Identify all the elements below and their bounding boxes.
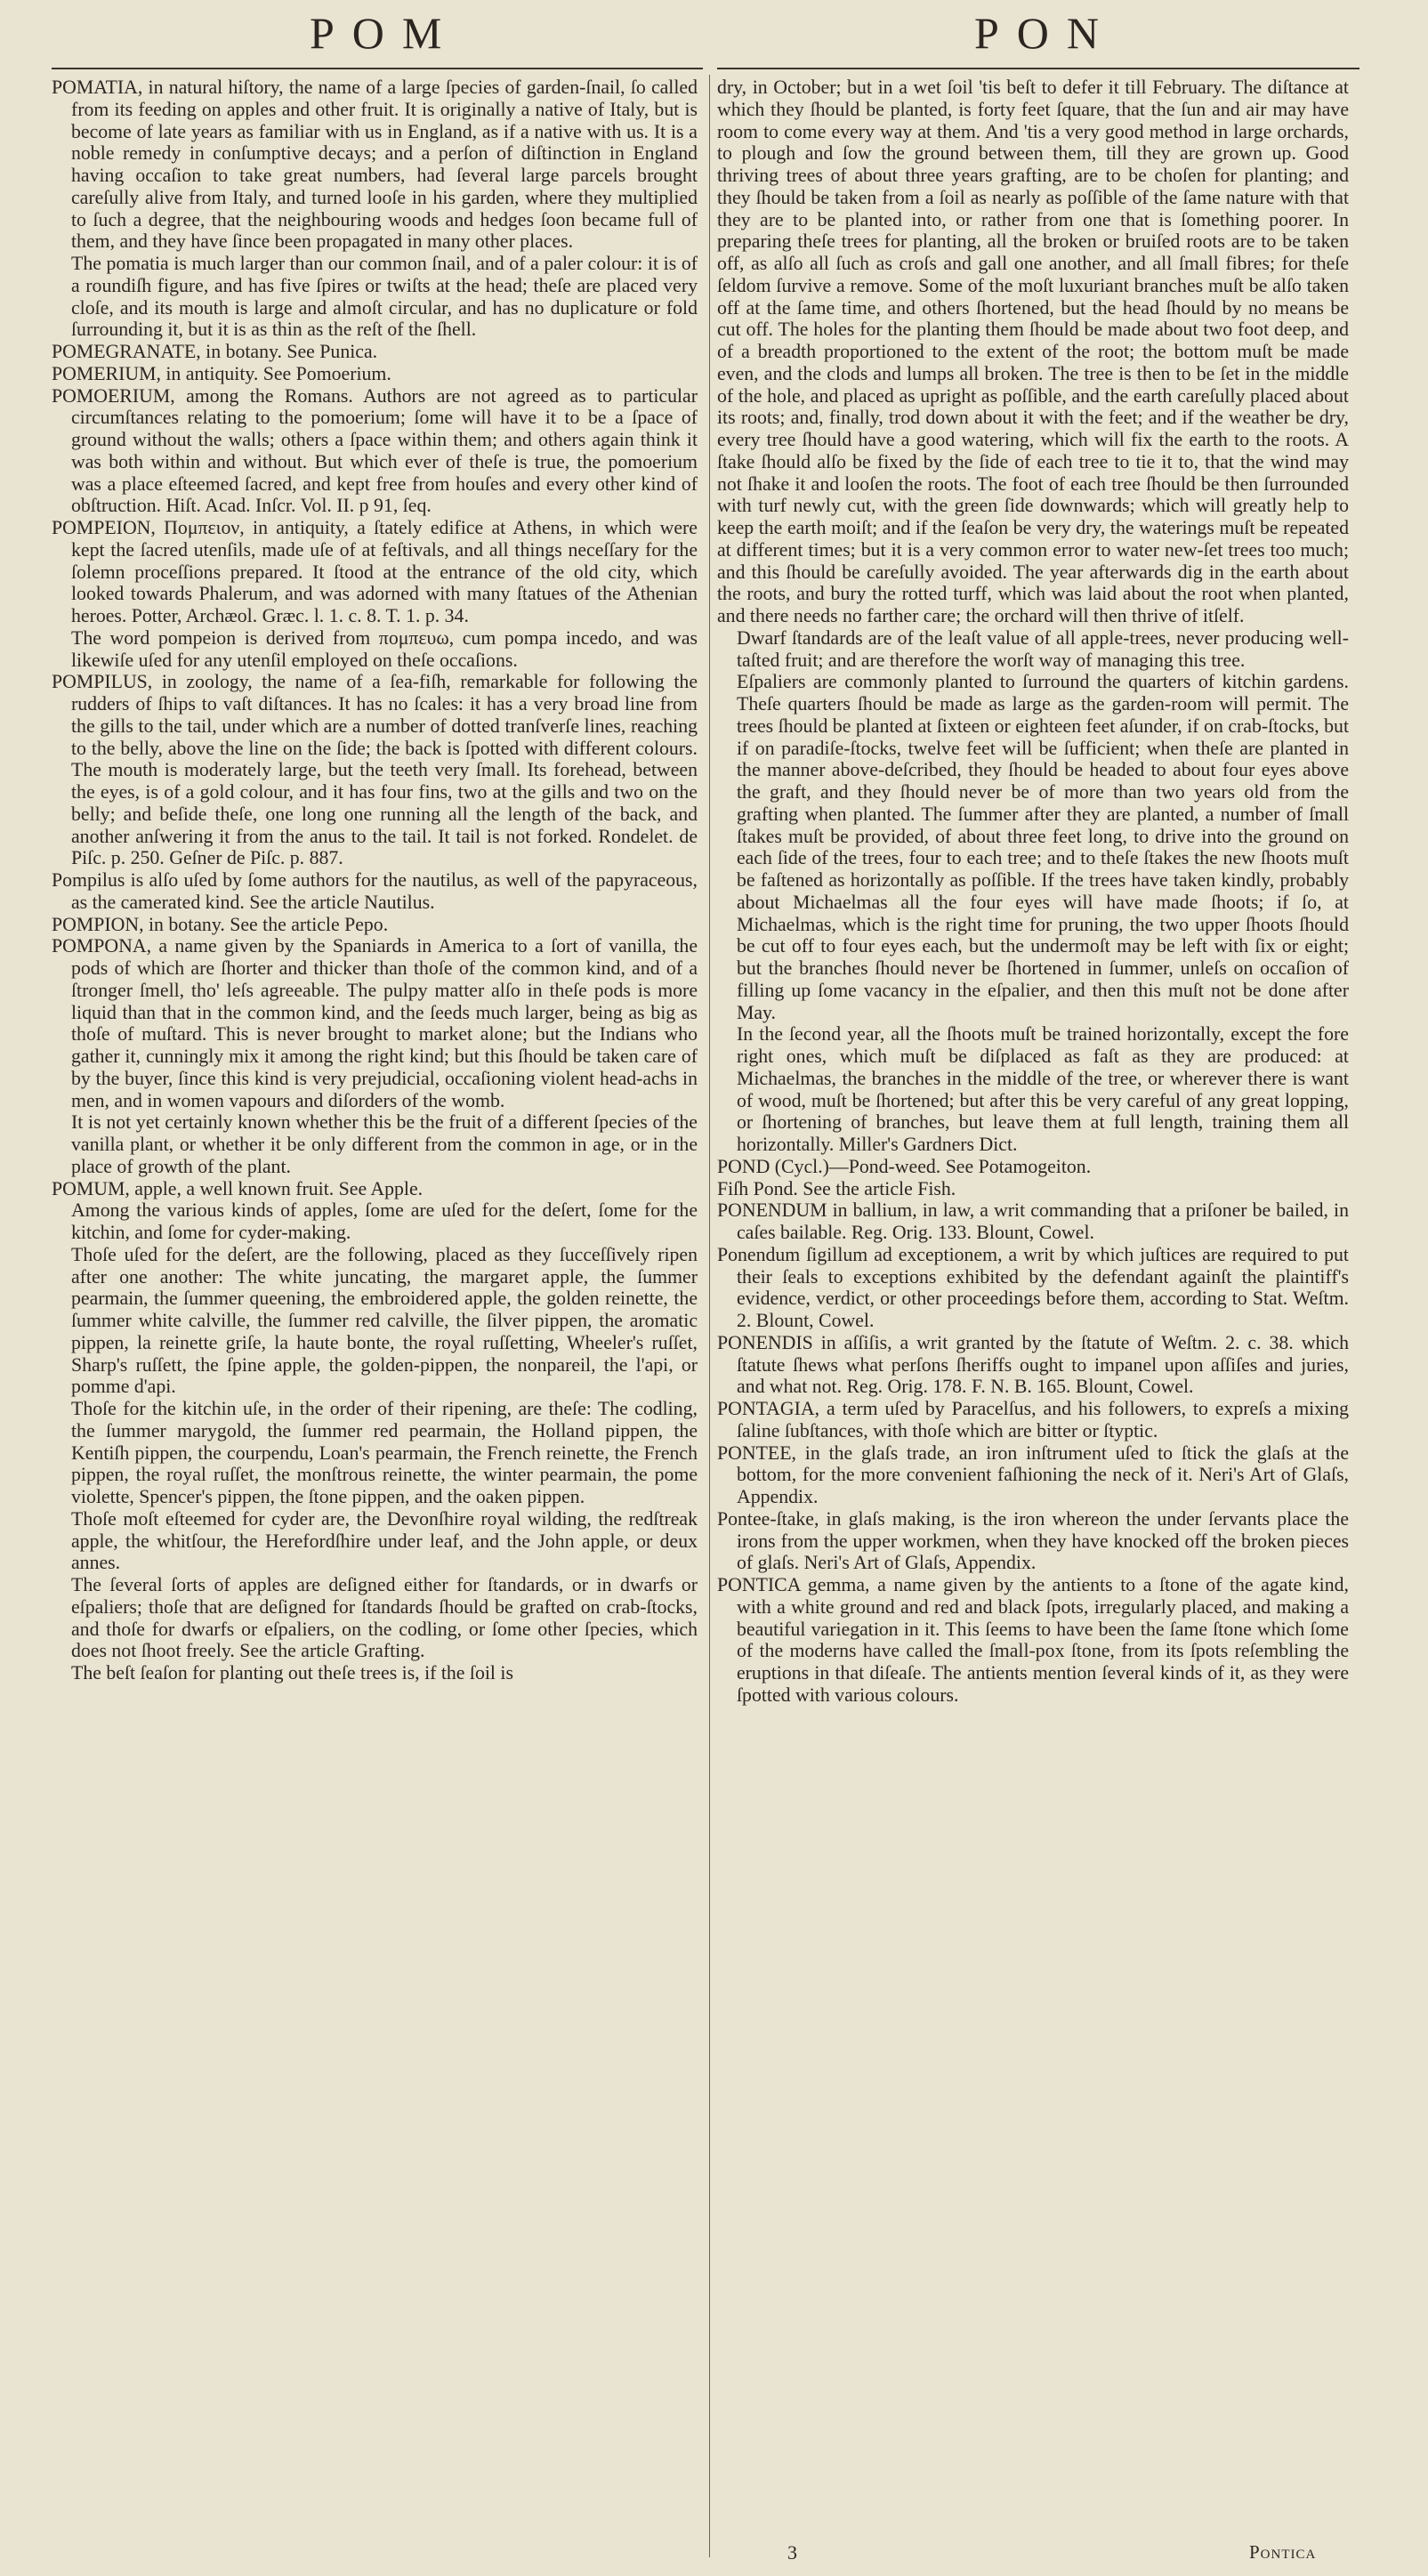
paragraph: It is not yet certainly known whether this be the fruit of a different ſpecies of the vanilla plant, or whether it be only different from the common in age, or in the place of growth of the plant. xyxy=(71,1111,698,1177)
running-head-right: PON xyxy=(974,8,1117,58)
header-rule-left xyxy=(52,68,703,69)
entry-fish-pond: Fiſh Pond. See the article Fish. xyxy=(717,1177,956,1199)
paragraph: The pomatia is much larger than our common ſnail, and of a paler colour: it is of a roundiſh figure, and has five ſpires or twiſts at the head; theſe are placed very cloſe, and its mouth is large and almoſt circular, and has no duplicature or fold ſurrounding it, but it is as thin as the reſt of the ſhell. xyxy=(71,253,698,341)
entry-pontica: PONTICA gemma, a name given by the antients to a ſtone of the agate kind, with a white ground and red and black ſpots, irregularly placed, and making a beautiful variegation in it. This ſeems to have been the ſame ſtone which ſome of the moderns have called the ſmall-pox ſtone, from its ſpots reſembling the eruptions in that diſeaſe. The antients mention ſeveral kinds of it, as they were ſpotted with various colours. xyxy=(717,1574,1349,1706)
entry-pomatia: POMATIA, in natural hiſtory, the name of a large ſpecies of garden-ſnail, ſo called from its feeding on apples and other fruit. It is originally a native of Italy, but is become of late years as familiar with us in England, as if a native with us. It is a noble remedy in conſumptive decays; and a perſon of diſtinction in England having occaſion to take great numbers, had ſeveral large parcels brought careſully alive from Italy, and turned looſe in his garden, where they multiplied to ſuch a degree, that the neighbouring woods and hedges ſoon became full of them, and they have ſince been propagated in many other places. xyxy=(52,77,698,253)
left-column xyxy=(52,77,698,1684)
paragraph: The beſt ſeaſon for planting out theſe trees is, if the ſoil is xyxy=(71,1662,513,1684)
entry-pompona: POMPONA, a name given by the Spaniards in America to a ſort of vanilla, the pods of which are ſhorter and thicker than thoſe of the common kind, and of a ſtronger ſmell, tho' leſs agreeable. The pulpy matter alſo in theſe pods is more liquid than that in the common kind, and the ſeeds much larger, being as big as thoſe of muſtard. This is never brought to market alone; but the Indians who gather it, cunningly mix it among the right kind; but this ſhould be taken care of by the buyer, ſince this kind is very prejudicial, occaſioning violent head-achs in men, and in women vapours and diſorders of the womb. xyxy=(52,935,698,1111)
entry-ponendum: PONENDUM in ballium, in law, a writ commanding that a priſoner be bailed, in caſes bailable. Reg. Orig. 133. Blount, Cowel. xyxy=(717,1199,1349,1243)
paragraph: Thoſe for the kitchin uſe, in the order of their ripening, are theſe: The codling, the ſummer marygold, the ſummer red pearmain, the Holland pippen, the Kentiſh pippen, the courpendu, Loan's pearmain, the French reinette, the French pippen, the royal ruſſet, the monſtrous reinette, the winter pearmain, the pome violette, Spencer's pippen, the ſtone pippen, and the oaken pippen. xyxy=(71,1398,698,1507)
entry-pomegranate: POMEGRANATE, in botany. See Punica. xyxy=(52,341,378,362)
entry-pompion: POMPION, in botany. See the article Pepo. xyxy=(52,913,389,935)
paragraph: Among the various kinds of apples, ſome are uſed for the deſert, ſome for the kitchin, and ſome for cyder-making. xyxy=(71,1199,698,1243)
entry-ponendis: PONENDIS in aſſiſis, a writ granted by the ſtatute of Weſtm. 2. c. 38. which ſtatute ſhews what perſons ſheriffs ought to impanel upon aſſiſes and juries, and what not. Reg. Orig. 178. F. N. B. 165. Blount, Cowel. xyxy=(717,1331,1349,1398)
entry-pontee: PONTEE, in the glaſs trade, an iron inſtrument uſed to ſtick the glaſs at the bottom, for the more convenient faſhioning the neck of it. Neri's Art of Glaſs, Appendix. xyxy=(717,1441,1349,1507)
entry-pontee-stake: Pontee-ſtake, in glaſs making, is the iron whereon the under ſervants place the irons from the upper workmen, when they have knocked off the broken pieces of glaſs. Neri's Art of Glaſs, Appendix. xyxy=(717,1507,1349,1574)
entry-pompilus-nautilus: Pompilus is alſo uſed by ſome authors for the nautilus, as well of the papyraceous, as the camerated kind. See the article Nautilus. xyxy=(52,869,698,913)
entry-ponendum-sigillum: Ponendum ſigillum ad exceptionem, a writ by which juſtices are required to put their ſeals to exceptions exhibited by the defendant againſt the plaintiff's evidence, verdict, or other proceedings before them, according to Stat. Weſtm. 2. Blount, Cowel. xyxy=(717,1243,1349,1331)
paragraph: dry, in October; but in a wet ſoil 'tis beſt to defer it till February. The diſtance at which they ſhould be planted, is forty feet ſquare, that the ſun and air may have room to come every way at them. And 'tis a very good method in large orchards, to plough and ſow the ground between them, till they are grown up. Good thriving trees of about three years grafting, are to be choſen for planting; and they ſhould be taken from a ſoil as nearly as poſſible of the ſame nature with that they are to be planted into, or rather from one that is ſomething poorer. In preparing theſe trees for planting, all the broken or bruiſed roots are to be taken off, as alſo all ſuch as croſs and gall one another, and all ſmall fibres; for theſe ſeldom ſurvive a remove. Some of the moſt luxuriant branches muſt be alſo taken off at the ſame time, and others ſhortened, but the head ſhould by no means be cut off. The holes for the planting them ſhould be made about two foot deep, and of a breadth proportioned to the extent of the root; the bottom muſt be made even, and the clods and lumps all broken. The tree is then to be ſet in the middle of the hole, and placed as upright as poſſible, and the earth careſully placed about its roots; and, finally, trod down about it with the feet; and if the weather be dry, every tree ſhould have a good watering, which will fix the earth to the roots. A ſtake ſhould alſo be fixed by the ſide of each tree to tie it to, that the wind may not ſhake it and looſen the roots. The foot of each tree ſhould be then ſurrounded with turf newly cut, with the green ſide downwards; which will greatly help to keep the earth moiſt; and if the ſeaſon be very dry, the waterings muſt be repeated at different times; but it is a very common error to water new-ſet trees too much; and this ſhould be careſully avoided. The year afterwards dig in the earth about the roots, and bury the rotted turff, which was laid about the root when planted, and there needs no farther care; the orchard will then thrive of itſelf. xyxy=(717,77,1349,626)
entry-pomum: POMUM, apple, a well known fruit. See Apple. xyxy=(52,1177,424,1199)
entry-pompilus: POMPILUS, in zoology, the name of a ſea-fiſh, remarkable for following the rudders of ſhips to vaſt diſtances. It has no ſcales: it has a very broad line from the gills to the tail, under which are a number of dotted tranſverſe lines, reaching to the belly, above the line on the ſide; the back is ſpotted with different colours. The mouth is moderately large, but the teeth very ſmall. Its forehead, between the eyes, is of a gold colour, and it has four fins, two at the gills and two on the belly; and beſide theſe, one long one running all the length of the back, and another anſwering it from the anus to the tail. It tail is not forked. Rondelet. de Piſc. p. 250. Geſner de Piſc. p. 887. xyxy=(52,671,698,869)
paragraph: In the ſecond year, all the ſhoots muſt be trained horizontally, except the fore right ones, which muſt be diſplaced as faſt as they are produced: at Michaelmas, the branches in the middle of the tree, or wherever there is want of wood, muſt be ſhortened; but after this be very careful of any great lopping, or ſhortening of branches, but leave them at full length, training them all horizontally. Miller's Gardners Dict. xyxy=(737,1023,1349,1155)
page-number: 3 xyxy=(787,2541,797,2564)
entry-pontagia: PONTAGIA, a term uſed by Paracelſus, and his followers, to expreſs a mixing ſaline ſubſtances, with thoſe which are bitter or ſtyptic. xyxy=(717,1398,1349,1441)
entry-pomoerium: POMOERIUM, among the Romans. Authors are not agreed as to particular circumſtances relating to the pomoerium; ſome will have it to be a ſpace of ground without the walls; others a ſpace within them; and others again think it was both within and without. But which ever of theſe is true, the pomoerium was a place eſteemed ſacred, and kept free from houſes and every other kind of obſtruction. Hiſt. Acad. Inſcr. Vol. II. p 91, ſeq. xyxy=(52,384,698,517)
header-rule-right xyxy=(717,68,1359,69)
paragraph: The ſeveral ſorts of apples are deſigned either for ſtandards, or in dwarfs or eſpaliers; thoſe that are deſigned for ſtandards ſhould be grafted on crab-ſtocks, and thoſe for dwarfs or eſpaliers, on the codling, or ſome other ſpecies, which does not ſhoot freely. See the article Grafting. xyxy=(71,1574,698,1662)
catchword: Pontica xyxy=(1249,2541,1317,2563)
entry-pond: POND (Cycl.)—Pond-weed. See Potamogeiton. xyxy=(717,1155,1092,1177)
entry-pomerium: POMERIUM, in antiquity. See Pomoerium. xyxy=(52,362,391,384)
paragraph: Dwarf ſtandards are of the leaſt value of all apple-trees, never producing well-taſted fruit; and are therefore the worſt way of managing this tree. xyxy=(737,626,1349,671)
paragraph: Thoſe uſed for the deſert, are the following, placed as they ſucceſſively ripen after one another: The white juncating, the margaret apple, the ſummer pearmain, the ſummer queening, the embroidered apple, the golden reinette, the ſummer white calville, the ſummer red calville, the ſilver pippen, the aromatic pippen, la reinette griſe, la haute bonte, the royal ruſſetting, Wheeler's ruſſet, Sharp's ruſſett, the ſpine apple, the golden-pippen, the nonpareil, the l'api, or pomme d'api. xyxy=(71,1243,698,1398)
paragraph: Thoſe moſt eſteemed for cyder are, the Devonſhire royal wilding, the redſtreak apple, the whitſour, the Herefordſhire under leaf, and the John apple, or deux annes. xyxy=(71,1507,698,1574)
column-divider xyxy=(709,75,710,2557)
right-column xyxy=(717,77,1349,1707)
paragraph: Eſpaliers are commonly planted to ſurround the quarters of kitchin gardens. Theſe quarters ſhould be made as large as the garden-room will permit. The trees ſhould be planted at ſixteen or eighteen feet aſunder, if on crab-ſtocks, but if on paradiſe-ſtocks, twelve feet will be ſufficient; when theſe are planted in the manner above-deſcribed, they ſhould be headed to about four eyes above the graft, and they ſhould never be of more than two years old from the grafting when planted. The ſummer after they are planted, a number of ſmall ſtakes muſt be provided, of about three feet long, to drive into the ground on each ſide of the trees, four to each tree; and to theſe ſtakes the new ſhoots muſt be faſtened as horizontally as poſſible. If the trees have taken kindly, probably about Michaelmas all the four eyes will have made ſhoots; if ſo, at Michaelmas, which is the right time for pruning, the two upper ſhoots ſhould be cut off to four eyes each, but the undermoſt may be left with ſix or eight; but the branches ſhould never be ſhortened in ſummer, unleſs on occaſion of filling up ſome vacancy in the eſpalier, and then this muſt not be done after May. xyxy=(737,671,1349,1023)
entry-pompeion: POMPEION, Πομπειον, in antiquity, a ſtately edifice at Athens, in which were kept the ſacred utenſils, made uſe of at feſtivals, and all things neceſſary for the ſolemn proceſſions prepared. It ſtood at the entrance of the old city, which looked towards Phalerum, and was adorned with many ſtatues of the Athenian heroes. Potter, Archæol. Græc. l. 1. c. 8. T. 1. p. 34. xyxy=(52,517,698,626)
page-header xyxy=(0,7,1428,69)
paragraph: The word pompeion is derived from πομπευω, cum pompa incedo, and was likewiſe uſed for any utenſil employed on theſe occaſions. xyxy=(71,626,698,671)
running-head-left: POM xyxy=(310,8,460,58)
